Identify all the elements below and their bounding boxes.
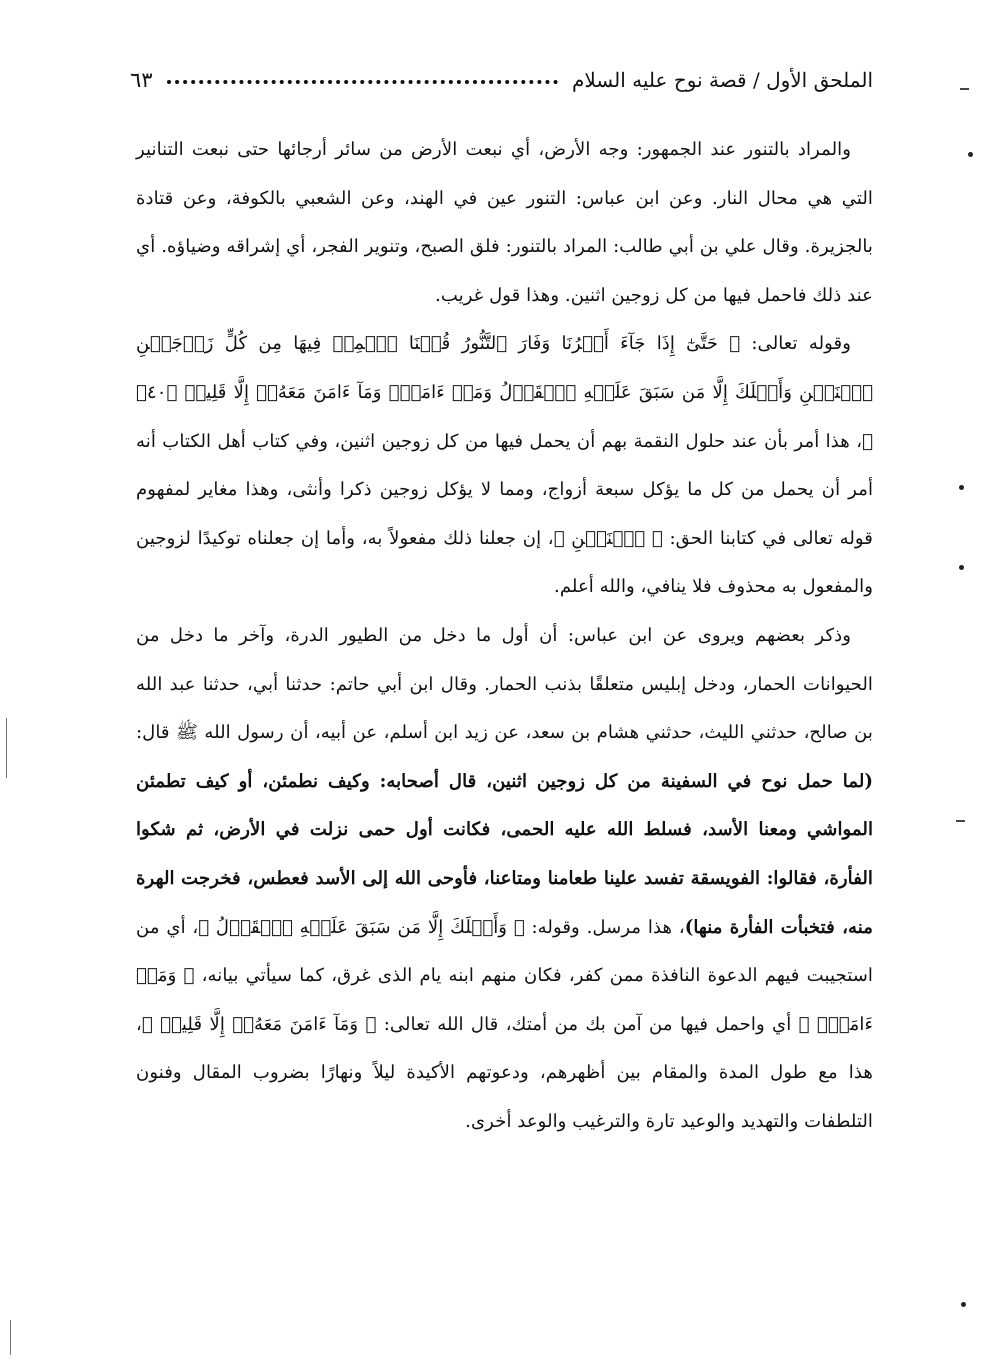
paragraph-3 [136,612,873,1147]
quran-word-ithnayn: ﴿ ٱثۡنَيۡنِ ﴾ [553,527,663,549]
page-number: ٦٣ [130,68,153,92]
p3-text-e: ، هذا مع طول المدة والمقام بين أظهرهم، ودعوتهم الأكيدة ليلاً ونهارًا بضروب المقال وفنون التلطفات والتهديد والوعيد تارة والترغيب والوعد أخرى. [136,1013,873,1132]
margin-dot [961,1302,966,1307]
paragraph-2 [136,320,873,612]
body-text [136,126,873,1146]
quran-verse-wa-ahlaka: ﴿ وَأَهۡلَكَ إِلَّا مَن سَبَقَ عَلَيۡهِ ٱلۡقَوۡلُ ﴾ [198,916,525,938]
page-header [130,60,873,100]
margin-dot [959,565,964,570]
p3-text-d: أي واحمل فيها من آمن بك من أمتك، قال الله تعالى: [376,1013,799,1035]
scan-edge-line [10,1320,11,1355]
quran-verse-40: ﴿ حَتَّىٰٓ إِذَا جَآءَ أَمۡرُنَا وَفَارَ ٱلتَّنُّورُ قُلۡنَا ٱحۡمِلۡ فِيهَا مِن كُلٍّ زَوۡجَيۡنِ ٱثۡنَيۡنِ وَأَهۡلَكَ إِلَّا مَن سَبَقَ عَلَيۡهِ ٱلۡقَوۡلُ وَمَنۡ ءَامَنَۚ وَمَآ ءَامَنَ مَعَهُۥٓ إِلَّا قَلِيلٞ ﴿٤٠﴾ ﴾ [136,333,873,452]
p3-text-c: ، أي من استجيبت فيهم الدعوة النافذة ممن كفر، فكان منهم ابنه يام الذى غرق، كما سيأتي بيانه، [136,916,873,987]
p2-text-a: ، هذا أمر بأن عند حلول النقمة بهم أن يحمل فيها من كل زوجين اثنين، وفي كتاب أهل الكتاب أنه أمر أن يحمل من كل ما يؤكل سبعة أزواج، ومما لا يؤكل زوجين ذكرا وأنثى، وهذا مغاير لمفهوم قوله تعالى في كتابنا الحق: [136,430,874,549]
margin-dot [968,152,973,157]
paragraph-1: والمراد بالتنور عند الجمهور: وجه الأرض، أي نبعت الأرض من سائر أرجائها حتى نبعت التنانير التي هي محال النار. وعن ابن عباس: التنور عين في الهند، وعن الشعبي بالكوفة، وعن قتادة بالجزيرة. وقال علي بن أبي طالب: المراد بالتنور: فلق الصبح، وتنوير الفجر، أي إشراقه وضياؤه. أي عند ذلك فاحمل فيها من كل زوجين اثنين. وهذا قول غريب. [136,139,873,306]
margin-mark [960,88,969,90]
quran-verse-wa-ma-amana: ﴿ وَمَآ ءَامَنَ مَعَهُۥٓ إِلَّا قَلِيلٞ ﴾ [141,1013,377,1035]
margin-mark [956,820,965,822]
running-title: الملحق الأول / قصة نوح عليه السلام [571,68,873,92]
p3-text-b: ، هذا مرسل. وقوله: [524,916,685,938]
p3-text-a: وذكر بعضهم ويروى عن ابن عباس: أن أول ما دخل من الطيور الدرة، وآخر ما دخل من الحيوانات الحمار، ودخل إبليس متعلقًا بذنب الحمار. وقال ابن أبي حاتم: حدثنا أبي، حدثنا عبد الله بن صالح، حدثني الليث، حدثني هشام بن سعد، عن زيد ابن أسلم، عن أبيه، أن رسول الله ﷺ قال: [136,624,873,744]
dotted-leader [167,80,558,84]
hadith-text: (لما حمل نوح في السفينة من كل زوجين اثنين، قال أصحابه: وكيف نطمئن، أو كيف تطمئن المواشي ومعنا الأسد، فسلط الله عليه الحمى، فكانت أول حمى نزلت في الأرض، ثم شكوا الفأرة، فقالوا: الفويسقة تفسد علينا طعامنا ومتاعنا، فأوحى الله إلى الأسد فعطس، فخرجت الهرة منه، فتخبأت الفأرة منها) [136,770,873,938]
scan-edge-line [6,718,7,778]
margin-dot [959,485,964,490]
p2-intro: وقوله تعالى: [740,333,851,355]
p2-text-b: ، إن جعلنا ذلك مفعولاً به، وأما إن جعلناه توكيدًا لزوجين والمفعول به محذوف فلا ينافي، والله أعلم. [136,527,873,598]
quran-verse-wa-man-amana: ﴿ وَمَنۡ ءَامَنَۚ ﴾ [136,965,873,1035]
